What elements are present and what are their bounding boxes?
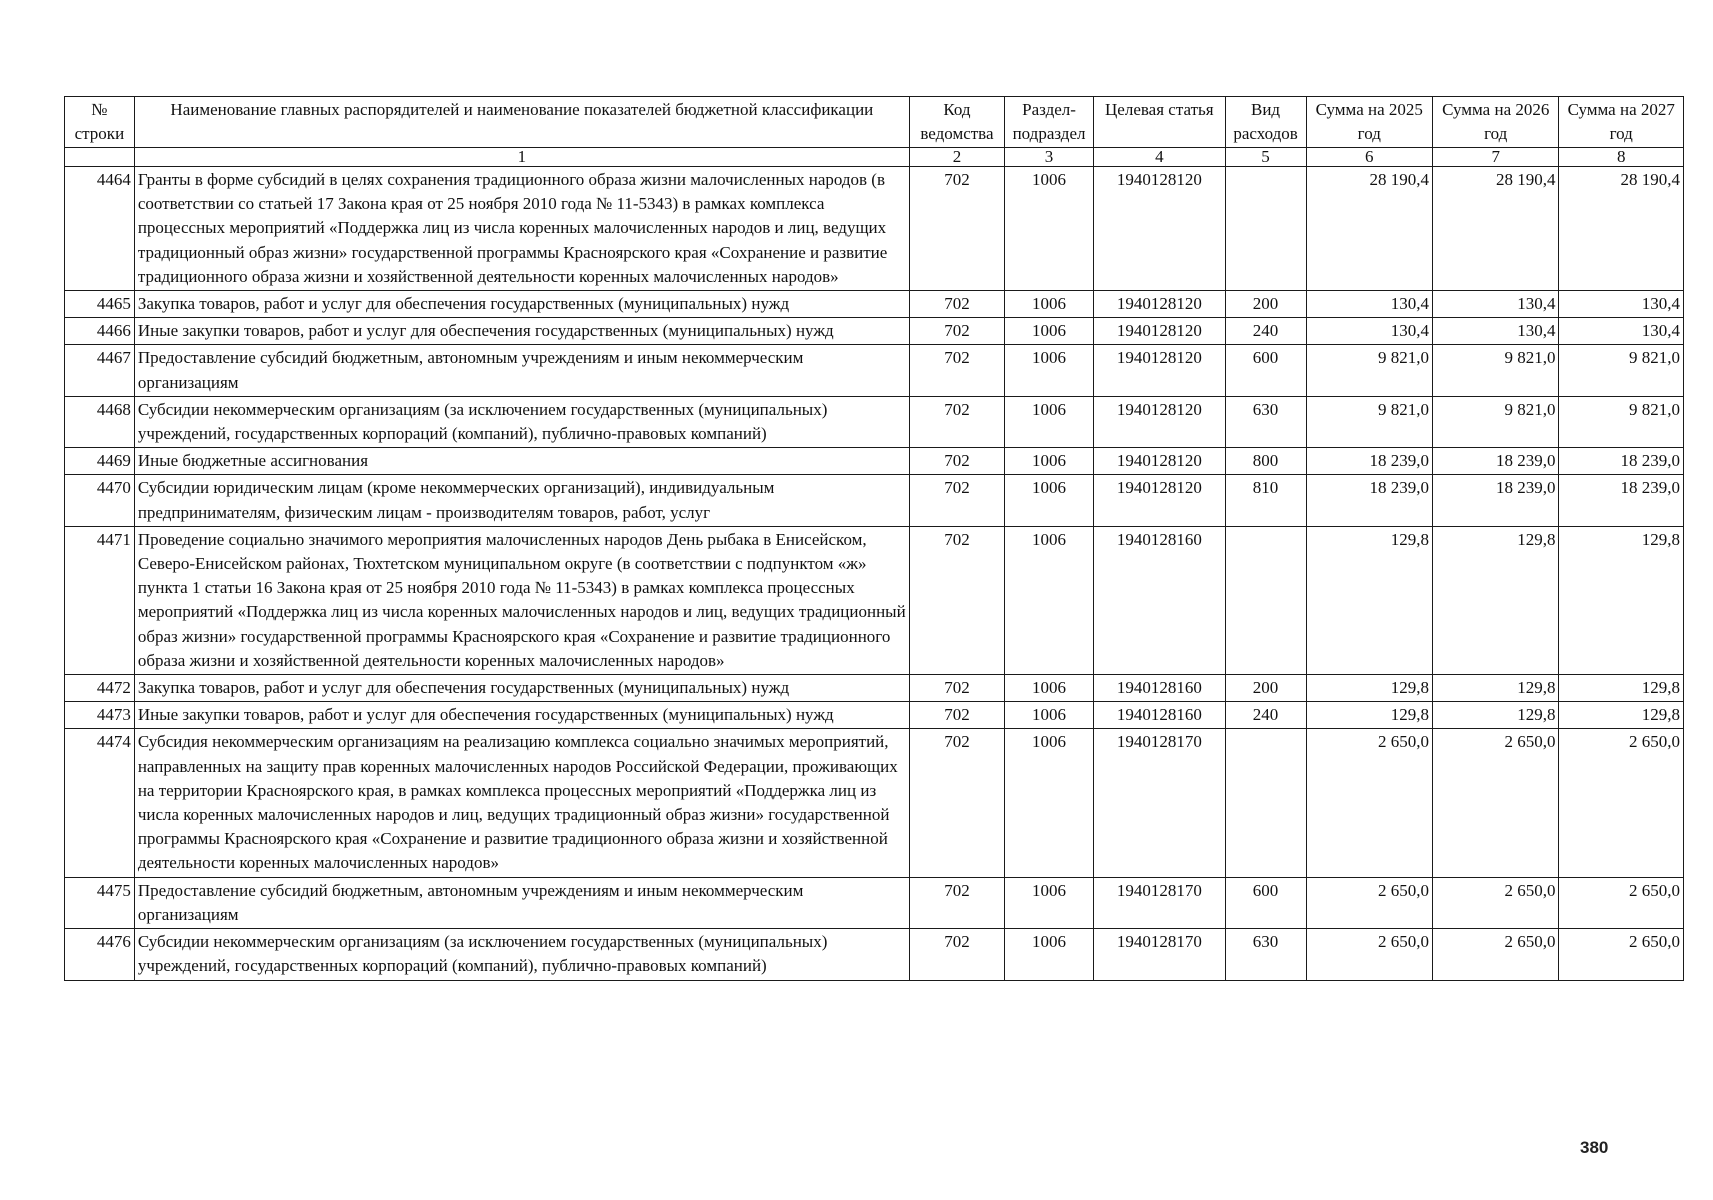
col-header-2027: Сумма на 2027 год bbox=[1559, 97, 1684, 148]
amount-2026: 9 821,0 bbox=[1433, 345, 1559, 396]
dept-code: 702 bbox=[909, 729, 1004, 877]
target-code: 1940128120 bbox=[1094, 475, 1226, 526]
row-number: 4466 bbox=[65, 318, 135, 345]
col-header-row-number: № строки bbox=[65, 97, 135, 148]
table-row bbox=[65, 675, 1684, 702]
column-number: 7 bbox=[1433, 148, 1559, 167]
row-number: 4465 bbox=[65, 291, 135, 318]
dept-code: 702 bbox=[909, 475, 1004, 526]
table-row bbox=[65, 702, 1684, 729]
row-number: 4476 bbox=[65, 929, 135, 980]
amount-2027: 2 650,0 bbox=[1559, 877, 1684, 928]
amount-2025: 9 821,0 bbox=[1306, 345, 1432, 396]
target-code: 1940128160 bbox=[1094, 675, 1226, 702]
section-code: 1006 bbox=[1005, 877, 1094, 928]
dept-code: 702 bbox=[909, 345, 1004, 396]
amount-2027: 130,4 bbox=[1559, 291, 1684, 318]
target-code: 1940128120 bbox=[1094, 291, 1226, 318]
amount-2027: 2 650,0 bbox=[1559, 729, 1684, 877]
column-number: 1 bbox=[134, 148, 909, 167]
table-row bbox=[65, 318, 1684, 345]
target-code: 1940128120 bbox=[1094, 345, 1226, 396]
table-row bbox=[65, 877, 1684, 928]
col-header-2025: Сумма на 2025 год bbox=[1306, 97, 1432, 148]
amount-2027: 130,4 bbox=[1559, 318, 1684, 345]
expense-type: 200 bbox=[1225, 291, 1306, 318]
amount-2025: 2 650,0 bbox=[1306, 877, 1432, 928]
amount-2027: 18 239,0 bbox=[1559, 475, 1684, 526]
target-code: 1940128170 bbox=[1094, 729, 1226, 877]
amount-2026: 2 650,0 bbox=[1433, 729, 1559, 877]
dept-code: 702 bbox=[909, 291, 1004, 318]
col-header-dept-code: Код ведомства bbox=[909, 97, 1004, 148]
col-header-2026: Сумма на 2026 год bbox=[1433, 97, 1559, 148]
row-number: 4473 bbox=[65, 702, 135, 729]
row-name: Закупка товаров, работ и услуг для обеспечения государственных (муниципальных) нужд bbox=[134, 675, 909, 702]
target-code: 1940128120 bbox=[1094, 167, 1226, 291]
section-code: 1006 bbox=[1005, 448, 1094, 475]
row-name: Предоставление субсидий бюджетным, автономным учреждениям и иным некоммерческим организациям bbox=[134, 345, 909, 396]
amount-2025: 129,8 bbox=[1306, 526, 1432, 674]
column-number: 6 bbox=[1306, 148, 1432, 167]
expense-type bbox=[1225, 729, 1306, 877]
amount-2026: 129,8 bbox=[1433, 526, 1559, 674]
col-header-target: Целевая статья bbox=[1094, 97, 1226, 148]
col-header-section: Раздел-подраздел bbox=[1005, 97, 1094, 148]
row-name: Субсидия некоммерческим организациям на реализацию комплекса социально значимых мероприятий, направленных на защиту прав коренных малочисленных народов Российской Федерации, проживающих на территории Красноярского края, в рамках комплекса процессных мероприятий «Поддержка лиц из числа коренных малочисленных народов и лиц, ведущих традиционный образ жизни» государственной программы Красноярского края «Сохранение и развитие традиционного образа жизни и хозяйственной деятельности коренных малочисленных народов» bbox=[134, 729, 909, 877]
row-number: 4472 bbox=[65, 675, 135, 702]
target-code: 1940128170 bbox=[1094, 929, 1226, 980]
section-code: 1006 bbox=[1005, 475, 1094, 526]
table-row bbox=[65, 291, 1684, 318]
dept-code: 702 bbox=[909, 929, 1004, 980]
row-number: 4464 bbox=[65, 167, 135, 291]
amount-2025: 18 239,0 bbox=[1306, 475, 1432, 526]
dept-code: 702 bbox=[909, 396, 1004, 447]
amount-2026: 28 190,4 bbox=[1433, 167, 1559, 291]
column-number-row bbox=[65, 148, 1684, 167]
dept-code: 702 bbox=[909, 702, 1004, 729]
table-row bbox=[65, 448, 1684, 475]
amount-2026: 130,4 bbox=[1433, 318, 1559, 345]
target-code: 1940128120 bbox=[1094, 396, 1226, 447]
expense-type: 600 bbox=[1225, 877, 1306, 928]
amount-2025: 2 650,0 bbox=[1306, 729, 1432, 877]
table-row bbox=[65, 929, 1684, 980]
row-name: Закупка товаров, работ и услуг для обеспечения государственных (муниципальных) нужд bbox=[134, 291, 909, 318]
dept-code: 702 bbox=[909, 318, 1004, 345]
section-code: 1006 bbox=[1005, 396, 1094, 447]
row-number: 4474 bbox=[65, 729, 135, 877]
section-code: 1006 bbox=[1005, 345, 1094, 396]
header-row bbox=[65, 97, 1684, 148]
section-code: 1006 bbox=[1005, 929, 1094, 980]
row-name: Субсидии некоммерческим организациям (за исключением государственных (муниципальных) учреждений, государственных корпораций (компаний), публично-правовых компаний) bbox=[134, 396, 909, 447]
amount-2027: 129,8 bbox=[1559, 526, 1684, 674]
amount-2027: 28 190,4 bbox=[1559, 167, 1684, 291]
amount-2027: 129,8 bbox=[1559, 702, 1684, 729]
expense-type: 200 bbox=[1225, 675, 1306, 702]
amount-2025: 129,8 bbox=[1306, 675, 1432, 702]
table-row bbox=[65, 167, 1684, 291]
section-code: 1006 bbox=[1005, 526, 1094, 674]
amount-2026: 129,8 bbox=[1433, 675, 1559, 702]
section-code: 1006 bbox=[1005, 675, 1094, 702]
amount-2027: 2 650,0 bbox=[1559, 929, 1684, 980]
amount-2025: 9 821,0 bbox=[1306, 396, 1432, 447]
row-name: Иные закупки товаров, работ и услуг для обеспечения государственных (муниципальных) нужд bbox=[134, 318, 909, 345]
budget-table bbox=[64, 96, 1684, 981]
expense-type: 240 bbox=[1225, 702, 1306, 729]
amount-2026: 18 239,0 bbox=[1433, 475, 1559, 526]
column-number: 3 bbox=[1005, 148, 1094, 167]
amount-2025: 130,4 bbox=[1306, 291, 1432, 318]
column-number: 5 bbox=[1225, 148, 1306, 167]
table-row bbox=[65, 729, 1684, 877]
expense-type bbox=[1225, 167, 1306, 291]
row-name: Иные бюджетные ассигнования bbox=[134, 448, 909, 475]
row-number: 4468 bbox=[65, 396, 135, 447]
page-number: 380 bbox=[1580, 1138, 1609, 1157]
column-number: 2 bbox=[909, 148, 1004, 167]
amount-2027: 9 821,0 bbox=[1559, 345, 1684, 396]
row-number: 4469 bbox=[65, 448, 135, 475]
section-code: 1006 bbox=[1005, 291, 1094, 318]
expense-type: 630 bbox=[1225, 929, 1306, 980]
section-code: 1006 bbox=[1005, 318, 1094, 345]
expense-type: 240 bbox=[1225, 318, 1306, 345]
row-name: Субсидии юридическим лицам (кроме некоммерческих организаций), индивидуальным предпринимателям, физическим лицам - производителям товаров, работ, услуг bbox=[134, 475, 909, 526]
amount-2026: 130,4 bbox=[1433, 291, 1559, 318]
amount-2026: 129,8 bbox=[1433, 702, 1559, 729]
table-row bbox=[65, 526, 1684, 674]
dept-code: 702 bbox=[909, 675, 1004, 702]
row-name: Проведение социально значимого мероприятия малочисленных народов День рыбака в Енисейском, Северо-Енисейском районах, Тюхтетском муниципальном округе (в соответствии с подпунктом «ж» пункта 1 статьи 16 Закона края от 25 ноября 2010 года № 11-5343) в рамках комплекса процессных мероприятий «Поддержка лиц из числа коренных малочисленных народов и лиц, ведущих традиционный образ жизни» государственной программы Красноярского края «Сохранение и развитие традиционного образа жизни и хозяйственной деятельности коренных малочисленных народов» bbox=[134, 526, 909, 674]
row-number: 4470 bbox=[65, 475, 135, 526]
dept-code: 702 bbox=[909, 448, 1004, 475]
amount-2027: 129,8 bbox=[1559, 675, 1684, 702]
expense-type: 630 bbox=[1225, 396, 1306, 447]
expense-type bbox=[1225, 526, 1306, 674]
amount-2025: 2 650,0 bbox=[1306, 929, 1432, 980]
col-header-expense-type: Вид расходов bbox=[1225, 97, 1306, 148]
column-number: 4 bbox=[1094, 148, 1226, 167]
amount-2026: 2 650,0 bbox=[1433, 929, 1559, 980]
table-row bbox=[65, 345, 1684, 396]
dept-code: 702 bbox=[909, 167, 1004, 291]
section-code: 1006 bbox=[1005, 167, 1094, 291]
amount-2026: 2 650,0 bbox=[1433, 877, 1559, 928]
dept-code: 702 bbox=[909, 877, 1004, 928]
amount-2027: 18 239,0 bbox=[1559, 448, 1684, 475]
target-code: 1940128120 bbox=[1094, 448, 1226, 475]
amount-2026: 18 239,0 bbox=[1433, 448, 1559, 475]
table-row bbox=[65, 475, 1684, 526]
amount-2025: 130,4 bbox=[1306, 318, 1432, 345]
target-code: 1940128170 bbox=[1094, 877, 1226, 928]
row-number: 4475 bbox=[65, 877, 135, 928]
target-code: 1940128160 bbox=[1094, 526, 1226, 674]
amount-2025: 129,8 bbox=[1306, 702, 1432, 729]
row-name: Гранты в форме субсидий в целях сохранения традиционного образа жизни малочисленных народов (в соответствии со статьей 17 Закона края от 25 ноября 2010 года № 11-5343) в рамках комплекса процессных мероприятий «Поддержка лиц из числа коренных малочисленных народов и лиц, ведущих традиционный образ жизни» государственной программы Красноярского края «Сохранение и развитие традиционного образа жизни и хозяйственной деятельности коренных малочисленных народов» bbox=[134, 167, 909, 291]
column-number-blank bbox=[65, 148, 135, 167]
expense-type: 800 bbox=[1225, 448, 1306, 475]
row-number: 4471 bbox=[65, 526, 135, 674]
col-header-name: Наименование главных распорядителей и наименование показателей бюджетной классификации bbox=[134, 97, 909, 148]
column-number: 8 bbox=[1559, 148, 1684, 167]
amount-2027: 9 821,0 bbox=[1559, 396, 1684, 447]
amount-2026: 9 821,0 bbox=[1433, 396, 1559, 447]
table-row bbox=[65, 396, 1684, 447]
expense-type: 810 bbox=[1225, 475, 1306, 526]
expense-type: 600 bbox=[1225, 345, 1306, 396]
section-code: 1006 bbox=[1005, 702, 1094, 729]
section-code: 1006 bbox=[1005, 729, 1094, 877]
row-number: 4467 bbox=[65, 345, 135, 396]
target-code: 1940128160 bbox=[1094, 702, 1226, 729]
row-name: Предоставление субсидий бюджетным, автономным учреждениям и иным некоммерческим организациям bbox=[134, 877, 909, 928]
row-name: Иные закупки товаров, работ и услуг для обеспечения государственных (муниципальных) нужд bbox=[134, 702, 909, 729]
amount-2025: 28 190,4 bbox=[1306, 167, 1432, 291]
amount-2025: 18 239,0 bbox=[1306, 448, 1432, 475]
row-name: Субсидии некоммерческим организациям (за исключением государственных (муниципальных) учреждений, государственных корпораций (компаний), публично-правовых компаний) bbox=[134, 929, 909, 980]
dept-code: 702 bbox=[909, 526, 1004, 674]
target-code: 1940128120 bbox=[1094, 318, 1226, 345]
